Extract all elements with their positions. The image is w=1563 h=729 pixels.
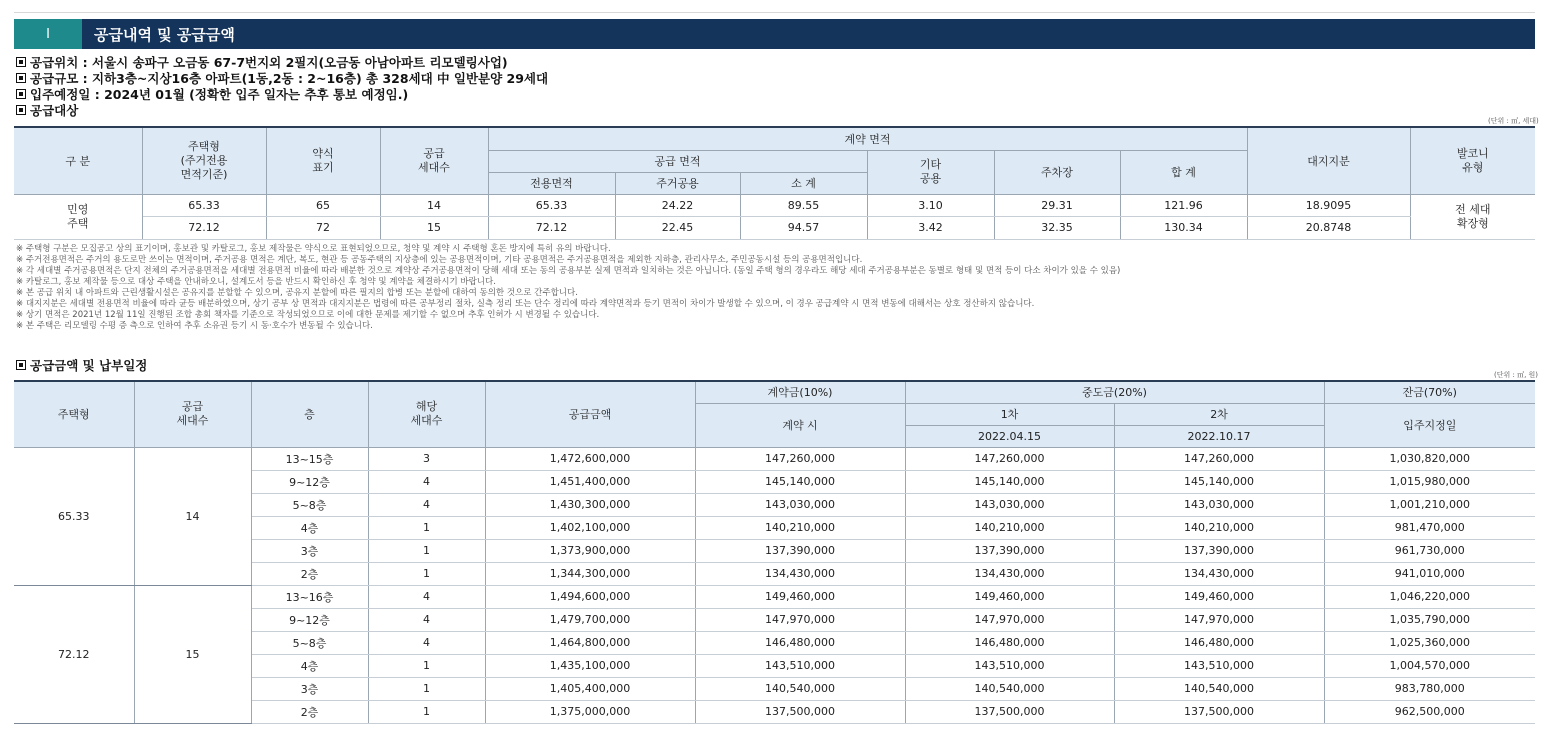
info-scale <box>16 72 548 86</box>
table-cell: 121.96 <box>1120 194 1247 216</box>
section-title: 공급내역 및 공급금액 <box>94 25 235 44</box>
header-category: 구 분 <box>14 127 142 194</box>
header-supply-area: 공급 면적 <box>488 150 867 172</box>
table-cell: 941,010,000 <box>1324 562 1535 585</box>
table-cell: 1,479,700,000 <box>485 608 695 631</box>
table-cell: 22.45 <box>615 216 740 239</box>
table-cell: 65.33 <box>142 194 266 216</box>
table-cell: 147,260,000 <box>905 447 1114 470</box>
header-exclusive: 전용면적 <box>488 172 615 194</box>
header-deposit: 계약금(10%) <box>695 381 905 403</box>
units-cell: 15 <box>134 585 251 723</box>
table-cell: 4 <box>368 631 485 654</box>
table-cell: 1,430,300,000 <box>485 493 695 516</box>
square-bullet-icon <box>16 360 26 370</box>
table-cell: 9~12층 <box>251 608 368 631</box>
table-cell: 147,970,000 <box>1114 608 1324 631</box>
header-total: 합 계 <box>1120 150 1247 194</box>
table-cell: 15 <box>380 216 488 239</box>
table-cell: 2층 <box>251 562 368 585</box>
table-cell: 89.55 <box>740 194 867 216</box>
table-cell: 143,510,000 <box>1114 654 1324 677</box>
table-cell: 143,030,000 <box>1114 493 1324 516</box>
header-other-shared: 기타 공용 <box>867 150 994 194</box>
note-line: ※ 각 세대별 주거공용면적은 단지 전체의 주거공용면적을 세대별 전용면적 비율에 따라 배분한 것으로 계약상 주거공용면적이 당해 세대 또는 동의 공용부분 실제 면적과 일치하는 것은 아닙니다. (동일 주택 형의 경우라도 해당 세대 주거공용부분은 동별로 형태 및 면적 등이 다소 차이가 있을 수 있음) <box>16 266 1121 276</box>
table-cell: 1,472,600,000 <box>485 447 695 470</box>
table-cell: 5~8층 <box>251 631 368 654</box>
header-units: 공급 세대수 <box>134 381 251 447</box>
table-cell: 20.8748 <box>1247 216 1410 239</box>
house-type-cell: 72.12 <box>14 585 134 723</box>
table-cell: 1,464,800,000 <box>485 631 695 654</box>
info-move-in-text: 입주예정일 : 2024년 01월 (정확한 입주 일자는 추후 통보 예정임.) <box>30 87 409 102</box>
table-row <box>14 447 1535 470</box>
table-cell: 5~8층 <box>251 493 368 516</box>
table-cell: 32.35 <box>994 216 1120 239</box>
table-cell: 143,030,000 <box>695 493 905 516</box>
table-cell: 3.42 <box>867 216 994 239</box>
table-cell: 137,390,000 <box>695 539 905 562</box>
header-balance-when: 입주지정일 <box>1324 403 1535 447</box>
notes-block <box>16 244 1120 332</box>
table-cell: 145,140,000 <box>695 470 905 493</box>
table-cell: 146,480,000 <box>1114 631 1324 654</box>
info-target <box>16 104 78 118</box>
table-cell: 1,344,300,000 <box>485 562 695 585</box>
table-cell: 962,500,000 <box>1324 700 1535 723</box>
table-cell: 134,430,000 <box>1114 562 1324 585</box>
table-cell: 29.31 <box>994 194 1120 216</box>
table-cell: 18.9095 <box>1247 194 1410 216</box>
table-cell: 137,390,000 <box>905 539 1114 562</box>
info-location-text: 공급위치 : 서울시 송파구 오금동 67-7번지외 2필지(오금동 아남아파트 리모델링사업) <box>30 55 508 70</box>
table-cell: 1,030,820,000 <box>1324 447 1535 470</box>
table-cell: 1 <box>368 516 485 539</box>
header-second-date: 2022.10.17 <box>1114 425 1324 447</box>
table-cell: 134,430,000 <box>695 562 905 585</box>
table-cell: 72.12 <box>142 216 266 239</box>
table-cell: 1,435,100,000 <box>485 654 695 677</box>
table-cell: 147,260,000 <box>1114 447 1324 470</box>
table-cell: 147,260,000 <box>695 447 905 470</box>
table-row <box>14 585 1535 608</box>
table-cell: 130.34 <box>1120 216 1247 239</box>
table-cell: 94.57 <box>740 216 867 239</box>
section2-title: 공급금액 및 납부일정 <box>30 358 148 373</box>
table-cell: 3 <box>368 447 485 470</box>
table-cell: 1,035,790,000 <box>1324 608 1535 631</box>
header-second-installment: 2차 <box>1114 403 1324 425</box>
header-house-type: 주택형 (주거전용 면적기준) <box>142 127 266 194</box>
table-cell: 1,004,570,000 <box>1324 654 1535 677</box>
note-line: ※ 본 공급 위치 내 아파트와 근린생활시설은 공유지를 분할할 수 있으며, 공유지 분할에 따른 필지의 합병 또는 분할에 대하여 동의한 것으로 간주합니다. <box>16 288 578 298</box>
balcony-cell: 전 세대 확장형 <box>1410 194 1535 239</box>
table-row <box>14 194 1535 216</box>
header-balance: 잔금(70%) <box>1324 381 1535 403</box>
table-cell: 1,046,220,000 <box>1324 585 1535 608</box>
price-schedule-table <box>14 380 1535 724</box>
table-cell: 143,510,000 <box>695 654 905 677</box>
header-units: 공급 세대수 <box>380 127 488 194</box>
header-floor-units: 해당 세대수 <box>368 381 485 447</box>
table-cell: 72.12 <box>488 216 615 239</box>
table-cell: 3.10 <box>867 194 994 216</box>
header-contract-area: 계약 면적 <box>488 127 1247 150</box>
table-cell: 1,025,360,000 <box>1324 631 1535 654</box>
note-line: ※ 카탈로그, 홍보 제작물 등으로 대상 주택을 안내하오니, 설계도서 등을 반드시 확인하신 후 청약 및 계약을 체결하시기 바랍니다. <box>16 277 496 287</box>
header-balcony: 발코니 유형 <box>1410 127 1535 194</box>
table-cell: 65 <box>266 194 380 216</box>
table-cell: 1,402,100,000 <box>485 516 695 539</box>
section-number: Ⅰ <box>14 19 82 49</box>
info-target-text: 공급대상 <box>30 103 79 118</box>
section2-heading <box>16 359 147 373</box>
table-cell: 143,030,000 <box>905 493 1114 516</box>
table-cell: 137,500,000 <box>1114 700 1324 723</box>
table-cell: 149,460,000 <box>695 585 905 608</box>
table1-unit: (단위 : ㎡, 세대) <box>1488 117 1539 125</box>
table-cell: 146,480,000 <box>905 631 1114 654</box>
header-subtotal: 소 계 <box>740 172 867 194</box>
header-land-share: 대지지분 <box>1247 127 1410 194</box>
category-cell: 민영 주택 <box>14 194 142 239</box>
table-cell: 3층 <box>251 677 368 700</box>
square-bullet-icon <box>16 89 26 99</box>
table-cell: 1 <box>368 700 485 723</box>
square-bullet-icon <box>16 73 26 83</box>
table-cell: 140,210,000 <box>1114 516 1324 539</box>
note-line: ※ 대지지분은 세대별 전용면적 비율에 따라 균등 배분하였으며, 상기 공부 상 면적과 대지지분은 법령에 따른 공부정리 절차, 실측 정리 또는 단수 정리에 따라 계약면적과 등기 면적이 차이가 발생할 수 있으며, 이 경우 공급계약 시 면적 변동에 대해서는 상호 정산하지 않습니다. <box>16 299 1035 309</box>
table2-unit: (단위 : ㎡, 원) <box>1494 371 1539 379</box>
table-cell: 1,451,400,000 <box>485 470 695 493</box>
table-cell: 149,460,000 <box>905 585 1114 608</box>
table-cell: 13~16층 <box>251 585 368 608</box>
info-move-in <box>16 88 408 102</box>
table-cell: 983,780,000 <box>1324 677 1535 700</box>
table-cell: 14 <box>380 194 488 216</box>
table-cell: 24.22 <box>615 194 740 216</box>
table-cell: 147,970,000 <box>695 608 905 631</box>
note-line: ※ 본 주택은 리모델링 수평 증 측으로 인하여 추후 소유권 등기 시 동·호수가 변동될 수 있습니다. <box>16 321 373 331</box>
table-cell: 145,140,000 <box>1114 470 1324 493</box>
table-cell: 1 <box>368 654 485 677</box>
table-cell: 3층 <box>251 539 368 562</box>
table-cell: 140,540,000 <box>905 677 1114 700</box>
header-deposit-when: 계약 시 <box>695 403 905 447</box>
header-short-name: 약식 표기 <box>266 127 380 194</box>
header-parking: 주차장 <box>994 150 1120 194</box>
header-middle-payment: 중도금(20%) <box>905 381 1324 403</box>
table-cell: 137,390,000 <box>1114 539 1324 562</box>
table-cell: 137,500,000 <box>695 700 905 723</box>
table-cell: 4 <box>368 470 485 493</box>
header-residential-shared: 주거공용 <box>615 172 740 194</box>
supply-target-table <box>14 126 1535 240</box>
square-bullet-icon <box>16 105 26 115</box>
header-floor: 층 <box>251 381 368 447</box>
square-bullet-icon <box>16 57 26 67</box>
table-cell: 4 <box>368 493 485 516</box>
table-cell: 140,210,000 <box>695 516 905 539</box>
note-line: ※ 상기 면적은 2021년 12월 11일 진행된 조합 총회 책자를 기준으로 작성되었으므로 이에 대한 문제를 제기할 수 없으며 추후 인허가 시 변경될 수 있습니다. <box>16 310 600 320</box>
table-cell: 149,460,000 <box>1114 585 1324 608</box>
table-cell: 1 <box>368 677 485 700</box>
header-first-date: 2022.04.15 <box>905 425 1114 447</box>
table-cell: 1 <box>368 562 485 585</box>
units-cell: 14 <box>134 447 251 585</box>
table-cell: 65.33 <box>488 194 615 216</box>
house-type-cell: 65.33 <box>14 447 134 585</box>
table-cell: 13~15층 <box>251 447 368 470</box>
header-first-installment: 1차 <box>905 403 1114 425</box>
table-cell: 140,540,000 <box>1114 677 1324 700</box>
table-cell: 1,015,980,000 <box>1324 470 1535 493</box>
table-cell: 1,494,600,000 <box>485 585 695 608</box>
table-cell: 145,140,000 <box>905 470 1114 493</box>
table-cell: 961,730,000 <box>1324 539 1535 562</box>
header-price: 공급금액 <box>485 381 695 447</box>
table-cell: 147,970,000 <box>905 608 1114 631</box>
table-cell: 4층 <box>251 654 368 677</box>
table-row <box>14 216 1535 239</box>
price-table-body <box>14 447 1535 723</box>
table-cell: 72 <box>266 216 380 239</box>
table-cell: 4 <box>368 585 485 608</box>
table-cell: 137,500,000 <box>905 700 1114 723</box>
note-line: ※ 주택형 구분은 모집공고 상의 표기이며, 홍보관 및 카탈로그, 홍보 제작물은 약식으로 표현되었으므로, 청약 및 계약 시 주택형 혼돈 방지에 특히 유의 바랍니다. <box>16 244 611 254</box>
note-line: ※ 주거전용면적은 주거의 용도로만 쓰이는 면적이며, 주거공용 면적은 계단, 복도, 현관 등 공동주택의 지상층에 있는 공용면적이며, 기타 공용면적은 주거공용면적을 제외한 지하층, 관리사무소, 주민공동시설 등의 공용면적입니다. <box>16 255 863 265</box>
table-cell: 143,510,000 <box>905 654 1114 677</box>
table-cell: 1,373,900,000 <box>485 539 695 562</box>
table-cell: 134,430,000 <box>905 562 1114 585</box>
table-cell: 2층 <box>251 700 368 723</box>
table-cell: 1,375,000,000 <box>485 700 695 723</box>
table-cell: 9~12층 <box>251 470 368 493</box>
section-title-bar <box>14 19 1535 49</box>
table-cell: 146,480,000 <box>695 631 905 654</box>
table-cell: 140,540,000 <box>695 677 905 700</box>
table-cell: 1,001,210,000 <box>1324 493 1535 516</box>
info-location <box>16 56 508 70</box>
table-cell: 4 <box>368 608 485 631</box>
table-cell: 140,210,000 <box>905 516 1114 539</box>
table-cell: 4층 <box>251 516 368 539</box>
table-cell: 981,470,000 <box>1324 516 1535 539</box>
table-cell: 1,405,400,000 <box>485 677 695 700</box>
header-house-type: 주택형 <box>14 381 134 447</box>
top-divider <box>14 12 1535 13</box>
info-scale-text: 공급규모 : 지하3층~지상16층 아파트(1동,2동 : 2~16층) 총 328세대 中 일반분양 29세대 <box>30 71 549 86</box>
table-cell: 1 <box>368 539 485 562</box>
